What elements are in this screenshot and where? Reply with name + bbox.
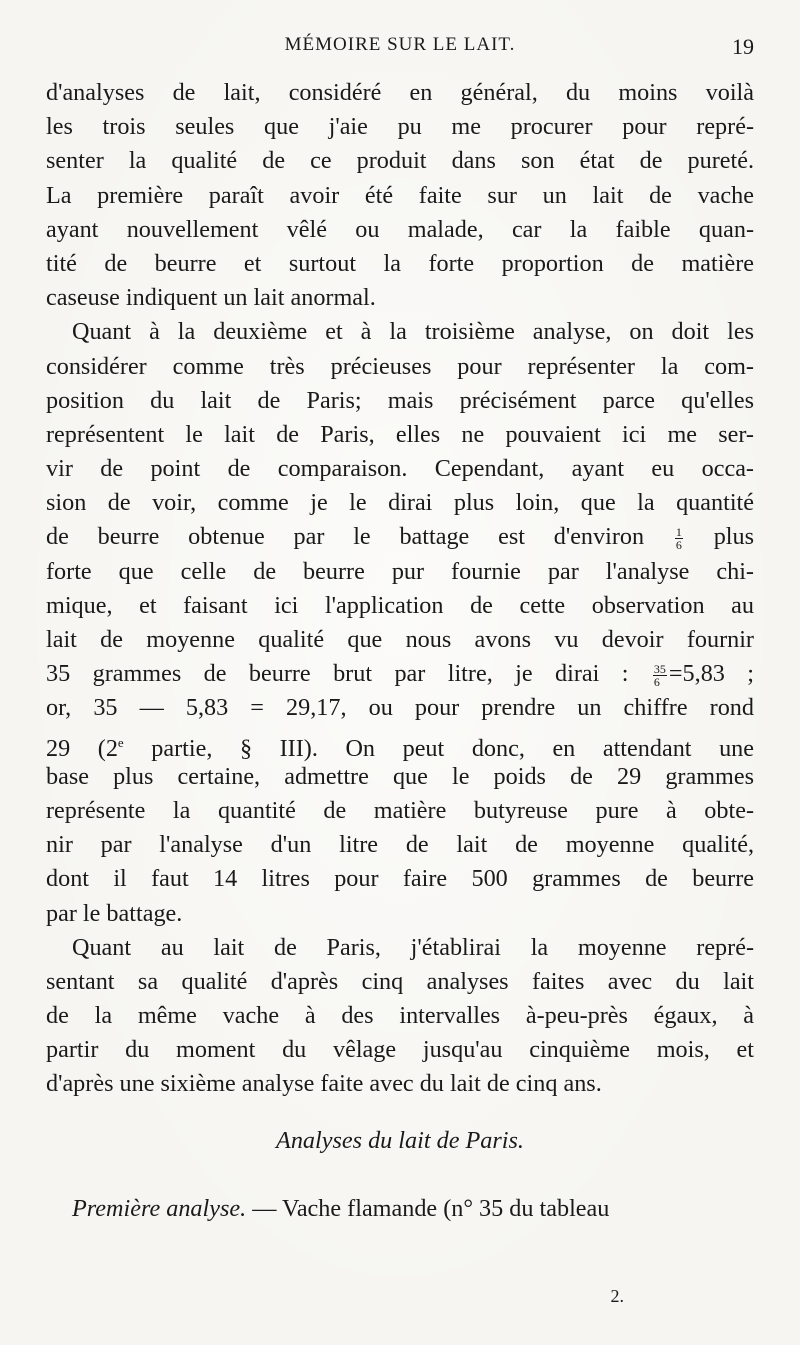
fraction-numerator: 1 bbox=[675, 525, 682, 540]
text-line: caseuse indiquent un lait anormal. bbox=[46, 284, 376, 312]
text-line: tité de beurre et surtout la forte proportion de matière bbox=[46, 249, 754, 277]
text-line: représente la quantité de matière butyreuse pure à obte- bbox=[46, 796, 754, 824]
text-line-fraction bbox=[46, 520, 754, 554]
text-line: considérer comme très précieuses pour représenter la com- bbox=[46, 352, 754, 380]
body-text bbox=[46, 76, 754, 1226]
page-header bbox=[46, 34, 754, 64]
fraction-numerator: 35 bbox=[653, 662, 666, 677]
text-segment: =5,83 ; bbox=[668, 660, 755, 688]
text-line: or, 35 — 5,83 = 29,17, ou pour prendre un chiffre rond bbox=[46, 694, 754, 722]
text-line: vir de point de comparaison. Cependant, ayant eu occa- bbox=[46, 455, 754, 483]
text-line: Quant au lait de Paris, j'établirai la moyenne repré- bbox=[72, 933, 754, 961]
text-line: La première paraît avoir été faite sur un lait de vache bbox=[46, 181, 754, 209]
text-line: représentent le lait de Paris, elles ne pouvaient ici me ser- bbox=[46, 420, 754, 448]
text-line: nir par l'analyse d'un litre de lait de moyenne qualité, bbox=[46, 831, 754, 859]
fraction bbox=[675, 526, 683, 551]
text-segment: partie, § III). On peut donc, en attendant une bbox=[123, 734, 754, 762]
fraction bbox=[653, 663, 667, 688]
running-title: MÉMOIRE SUR LE LAIT. bbox=[284, 34, 516, 55]
text-line: partir du moment du vêlage jusqu'au cinquième mois, et bbox=[46, 1036, 754, 1064]
text-segment: de beurre obtenue par le battage est d'environ bbox=[46, 523, 645, 551]
text-line: sion de voir, comme je le dirai plus loin, que la quantité bbox=[46, 489, 754, 517]
signature-mark: 2. bbox=[610, 1286, 624, 1306]
text-line-analysis bbox=[46, 1192, 754, 1226]
text-line: mique, et faisant ici l'application de cette observation au bbox=[46, 591, 754, 619]
text-line: d'après une sixième analyse faite avec du lait de cinq ans. bbox=[46, 1070, 602, 1098]
text-line: base plus certaine, admettre que le poids de 29 grammes bbox=[46, 762, 754, 790]
fraction-denominator: 6 bbox=[653, 675, 660, 690]
text-line-fraction bbox=[46, 657, 754, 691]
text-line: ayant nouvellement vêlé ou malade, car la faible quan- bbox=[46, 215, 754, 243]
text-segment: 35 grammes de beurre brut par litre, je dirai : bbox=[46, 660, 629, 688]
text-line: d'analyses de lait, considéré en général, du moins voilà bbox=[46, 79, 754, 106]
text-line: Quant à la deuxième et à la troisième analyse, on doit les bbox=[72, 318, 754, 346]
text-line-partie bbox=[46, 726, 754, 760]
superscript: e bbox=[117, 734, 124, 750]
page-number: 19 bbox=[732, 34, 754, 59]
fraction-denominator: 6 bbox=[675, 538, 682, 553]
text-line: senter la qualité de ce produit dans son état de pureté. bbox=[46, 147, 754, 175]
text-segment: — Vache flamande (n° 35 du tableau bbox=[246, 1194, 610, 1222]
text-segment: plus bbox=[713, 523, 755, 551]
text-line: position du lait de Paris; mais précisément parce qu'elles bbox=[46, 386, 754, 414]
text-segment: 29 (2 bbox=[46, 734, 118, 762]
text-line: dont il faut 14 litres pour faire 500 grammes de beurre bbox=[46, 865, 754, 893]
text-line: de la même vache à des intervalles à-peu-près égaux, à bbox=[46, 1002, 754, 1030]
text-line: sentant sa qualité d'après cinq analyses faites avec du lait bbox=[46, 967, 754, 995]
text-line: les trois seules que j'aie pu me procurer pour repré- bbox=[46, 113, 754, 141]
section-heading: Analyses du lait de Paris. bbox=[276, 1126, 524, 1154]
text-line: par le battage. bbox=[46, 899, 183, 927]
text-line: lait de moyenne qualité que nous avons vu devoir fournir bbox=[46, 626, 754, 653]
text-line: forte que celle de beurre pur fournie par l'analyse chi- bbox=[46, 557, 754, 585]
analysis-label: Première analyse. bbox=[72, 1194, 247, 1222]
